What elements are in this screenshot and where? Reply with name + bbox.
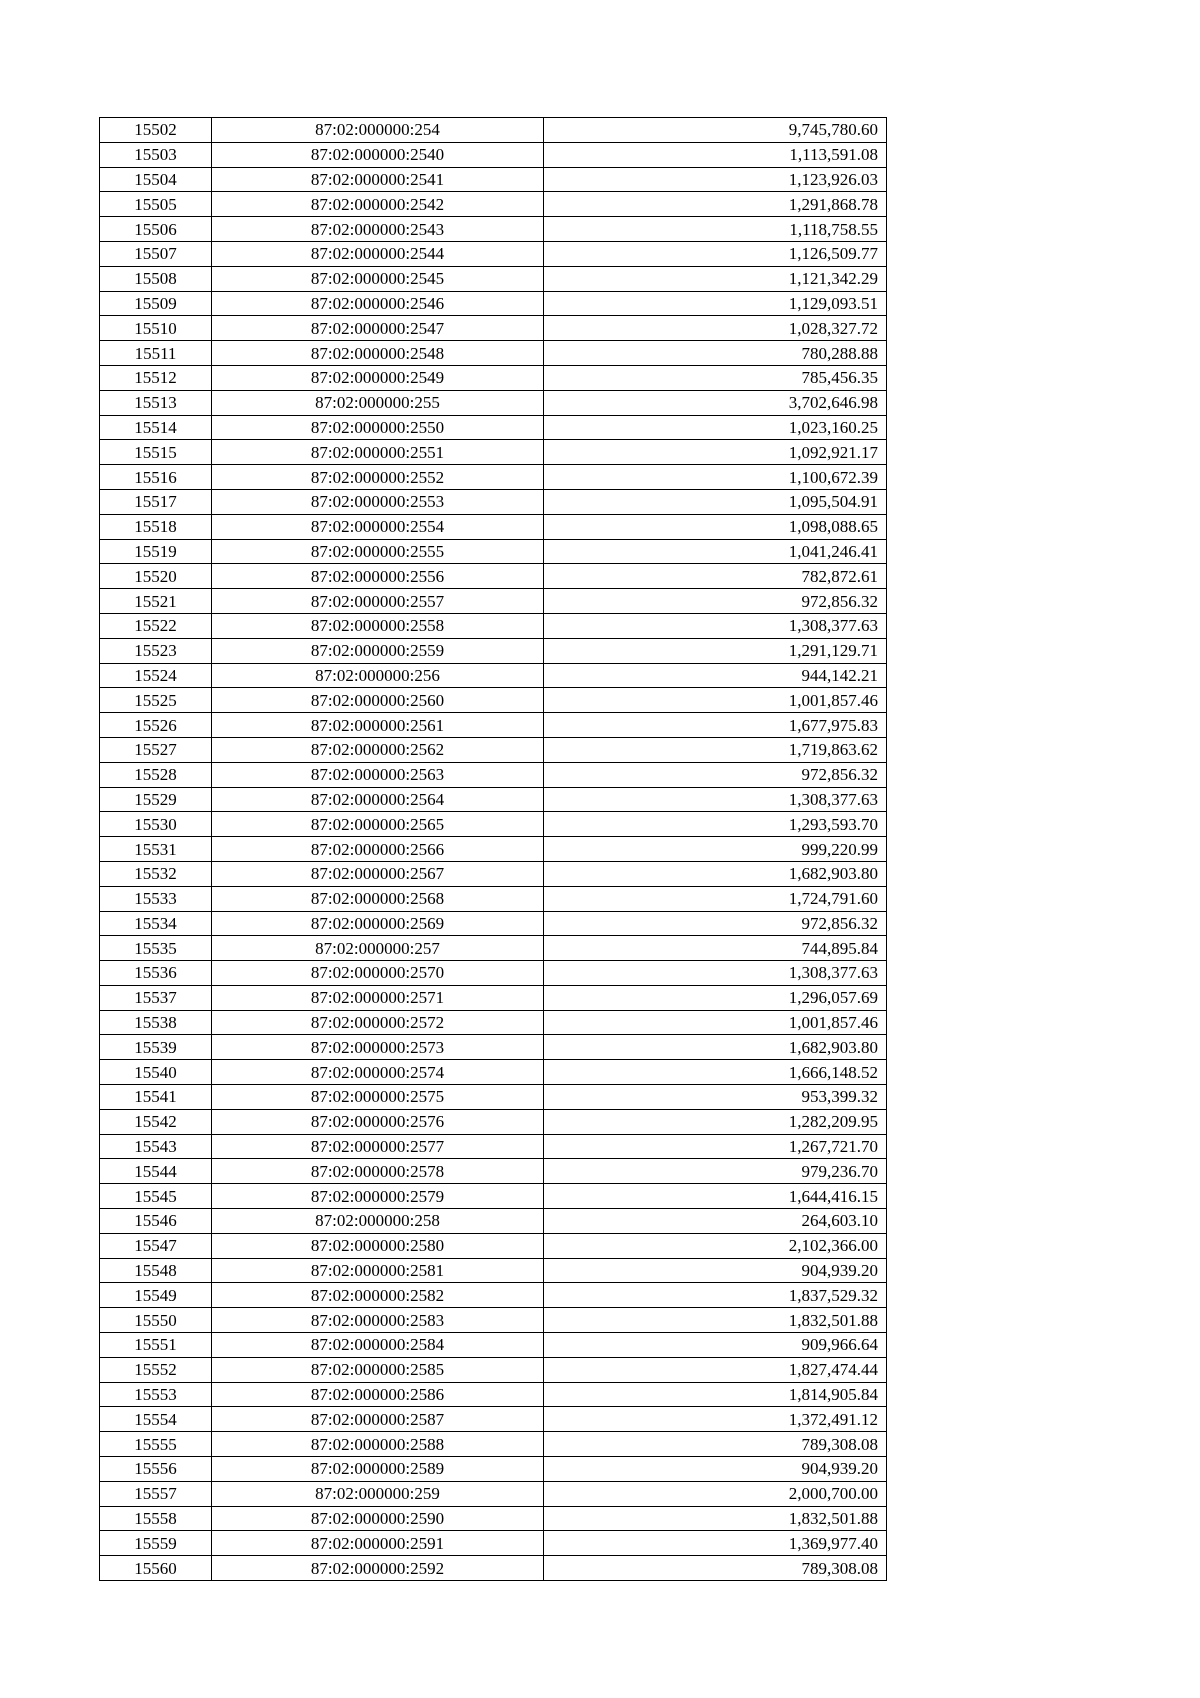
cadastral-value-cell: 1,001,857.46	[544, 1010, 887, 1035]
cadastral-value-cell: 972,856.32	[544, 911, 887, 936]
cadastral-value-cell: 953,399.32	[544, 1085, 887, 1110]
cadastral-number-cell: 87:02:000000:2582	[212, 1283, 544, 1308]
cadastral-value-cell: 1,308,377.63	[544, 613, 887, 638]
cadastral-number-cell: 87:02:000000:2579	[212, 1184, 544, 1209]
cadastral-value-cell: 1,121,342.29	[544, 266, 887, 291]
cadastral-number-cell: 87:02:000000:2545	[212, 266, 544, 291]
table-body	[100, 118, 887, 1581]
cadastral-value-cell: 1,001,857.46	[544, 688, 887, 713]
cadastral-number-cell: 87:02:000000:2574	[212, 1060, 544, 1085]
cadastral-number-cell: 87:02:000000:2541	[212, 167, 544, 192]
row-number-cell: 15509	[100, 291, 212, 316]
cadastral-number-cell: 87:02:000000:2553	[212, 489, 544, 514]
cadastral-value-cell: 744,895.84	[544, 936, 887, 961]
row-number-cell: 15510	[100, 316, 212, 341]
cadastral-number-cell: 87:02:000000:2567	[212, 861, 544, 886]
cadastral-value-cell: 2,000,700.00	[544, 1481, 887, 1506]
cadastral-value-cell: 909,966.64	[544, 1333, 887, 1358]
cadastral-value-cell: 904,939.20	[544, 1258, 887, 1283]
cadastral-number-cell: 87:02:000000:2540	[212, 142, 544, 167]
cadastral-number-cell: 87:02:000000:2581	[212, 1258, 544, 1283]
cadastral-number-cell: 87:02:000000:2580	[212, 1233, 544, 1258]
row-number-cell: 15521	[100, 589, 212, 614]
cadastral-number-cell: 87:02:000000:2563	[212, 762, 544, 787]
row-number-cell: 15545	[100, 1184, 212, 1209]
cadastral-number-cell: 87:02:000000:2572	[212, 1010, 544, 1035]
row-number-cell: 15549	[100, 1283, 212, 1308]
row-number-cell: 15527	[100, 737, 212, 762]
row-number-cell: 15536	[100, 961, 212, 986]
cadastral-value-cell: 1,682,903.80	[544, 1035, 887, 1060]
cadastral-value-cell: 1,837,529.32	[544, 1283, 887, 1308]
cadastral-value-cell: 1,308,377.63	[544, 787, 887, 812]
table-row	[100, 1035, 887, 1060]
cadastral-number-cell: 87:02:000000:2549	[212, 365, 544, 390]
cadastral-value-cell: 1,123,926.03	[544, 167, 887, 192]
cadastral-value-cell: 3,702,646.98	[544, 390, 887, 415]
cadastral-number-cell: 87:02:000000:2578	[212, 1159, 544, 1184]
table-row	[100, 1457, 887, 1482]
row-number-cell: 15543	[100, 1134, 212, 1159]
row-number-cell: 15551	[100, 1333, 212, 1358]
cadastral-number-cell: 87:02:000000:2555	[212, 539, 544, 564]
table-row	[100, 539, 887, 564]
cadastral-number-cell: 87:02:000000:2547	[212, 316, 544, 341]
cadastral-number-cell: 87:02:000000:2589	[212, 1457, 544, 1482]
cadastral-number-cell: 87:02:000000:2558	[212, 613, 544, 638]
row-number-cell: 15533	[100, 886, 212, 911]
cadastral-number-cell: 87:02:000000:258	[212, 1209, 544, 1234]
cadastral-value-cell: 1,832,501.88	[544, 1308, 887, 1333]
cadastral-number-cell: 87:02:000000:254	[212, 118, 544, 143]
table-row	[100, 1134, 887, 1159]
table-row	[100, 1209, 887, 1234]
cadastral-value-cell: 1,113,591.08	[544, 142, 887, 167]
cadastral-value-cell: 264,603.10	[544, 1209, 887, 1234]
row-number-cell: 15538	[100, 1010, 212, 1035]
table-row	[100, 911, 887, 936]
cadastral-value-cell: 1,308,377.63	[544, 961, 887, 986]
cadastral-number-cell: 87:02:000000:2568	[212, 886, 544, 911]
table-row	[100, 266, 887, 291]
row-number-cell: 15526	[100, 713, 212, 738]
table-row	[100, 589, 887, 614]
table-row	[100, 861, 887, 886]
row-number-cell: 15511	[100, 341, 212, 366]
cadastral-value-cell: 1,369,977.40	[544, 1531, 887, 1556]
cadastral-value-table	[99, 117, 887, 1581]
cadastral-value-cell: 1,126,509.77	[544, 241, 887, 266]
table-row	[100, 886, 887, 911]
cadastral-number-cell: 87:02:000000:2554	[212, 514, 544, 539]
cadastral-number-cell: 87:02:000000:2569	[212, 911, 544, 936]
cadastral-number-cell: 87:02:000000:2586	[212, 1382, 544, 1407]
table-row	[100, 638, 887, 663]
row-number-cell: 15553	[100, 1382, 212, 1407]
row-number-cell: 15546	[100, 1209, 212, 1234]
row-number-cell: 15540	[100, 1060, 212, 1085]
row-number-cell: 15505	[100, 192, 212, 217]
table-row	[100, 316, 887, 341]
row-number-cell: 15548	[100, 1258, 212, 1283]
cadastral-number-cell: 87:02:000000:2588	[212, 1432, 544, 1457]
row-number-cell: 15503	[100, 142, 212, 167]
table-row	[100, 1258, 887, 1283]
cadastral-number-cell: 87:02:000000:256	[212, 663, 544, 688]
cadastral-value-cell: 904,939.20	[544, 1457, 887, 1482]
table-row	[100, 688, 887, 713]
table-row	[100, 961, 887, 986]
table-row	[100, 291, 887, 316]
table-row	[100, 564, 887, 589]
cadastral-number-cell: 87:02:000000:2576	[212, 1109, 544, 1134]
cadastral-number-cell: 87:02:000000:2559	[212, 638, 544, 663]
cadastral-number-cell: 87:02:000000:259	[212, 1481, 544, 1506]
cadastral-number-cell: 87:02:000000:2573	[212, 1035, 544, 1060]
row-number-cell: 15541	[100, 1085, 212, 1110]
table-row	[100, 1233, 887, 1258]
cadastral-value-cell: 2,102,366.00	[544, 1233, 887, 1258]
cadastral-number-cell: 87:02:000000:2543	[212, 217, 544, 242]
cadastral-value-cell: 782,872.61	[544, 564, 887, 589]
row-number-cell: 15559	[100, 1531, 212, 1556]
cadastral-value-cell: 789,308.08	[544, 1556, 887, 1581]
table-row	[100, 514, 887, 539]
row-number-cell: 15513	[100, 390, 212, 415]
table-row	[100, 1085, 887, 1110]
cadastral-value-cell: 1,098,088.65	[544, 514, 887, 539]
table-row	[100, 142, 887, 167]
table-row	[100, 1060, 887, 1085]
table-row	[100, 787, 887, 812]
row-number-cell: 15506	[100, 217, 212, 242]
table-row	[100, 192, 887, 217]
table-row	[100, 1531, 887, 1556]
cadastral-number-cell: 87:02:000000:257	[212, 936, 544, 961]
cadastral-number-cell: 87:02:000000:2587	[212, 1407, 544, 1432]
row-number-cell: 15518	[100, 514, 212, 539]
table-row	[100, 118, 887, 143]
table-row	[100, 465, 887, 490]
cadastral-number-cell: 87:02:000000:2542	[212, 192, 544, 217]
table-row	[100, 1283, 887, 1308]
cadastral-value-cell: 1,644,416.15	[544, 1184, 887, 1209]
cadastral-value-cell: 1,296,057.69	[544, 985, 887, 1010]
cadastral-value-cell: 1,832,501.88	[544, 1506, 887, 1531]
cadastral-number-cell: 87:02:000000:2575	[212, 1085, 544, 1110]
cadastral-value-cell: 1,677,975.83	[544, 713, 887, 738]
row-number-cell: 15531	[100, 837, 212, 862]
cadastral-value-cell: 1,092,921.17	[544, 440, 887, 465]
cadastral-value-cell: 1,827,474.44	[544, 1357, 887, 1382]
cadastral-value-cell: 1,118,758.55	[544, 217, 887, 242]
cadastral-value-cell: 944,142.21	[544, 663, 887, 688]
table-row	[100, 1308, 887, 1333]
row-number-cell: 15552	[100, 1357, 212, 1382]
table-row	[100, 737, 887, 762]
table-row	[100, 1159, 887, 1184]
row-number-cell: 15507	[100, 241, 212, 266]
row-number-cell: 15512	[100, 365, 212, 390]
cadastral-value-cell: 785,456.35	[544, 365, 887, 390]
cadastral-number-cell: 87:02:000000:2570	[212, 961, 544, 986]
table-row	[100, 1382, 887, 1407]
row-number-cell: 15519	[100, 539, 212, 564]
cadastral-number-cell: 87:02:000000:2584	[212, 1333, 544, 1358]
row-number-cell: 15514	[100, 415, 212, 440]
table-row	[100, 365, 887, 390]
cadastral-value-cell: 1,719,863.62	[544, 737, 887, 762]
row-number-cell: 15542	[100, 1109, 212, 1134]
table-row	[100, 489, 887, 514]
table-row	[100, 1407, 887, 1432]
cadastral-value-cell: 1,372,491.12	[544, 1407, 887, 1432]
cadastral-value-cell: 1,291,868.78	[544, 192, 887, 217]
row-number-cell: 15524	[100, 663, 212, 688]
row-number-cell: 15504	[100, 167, 212, 192]
row-number-cell: 15517	[100, 489, 212, 514]
cadastral-value-cell: 1,682,903.80	[544, 861, 887, 886]
row-number-cell: 15502	[100, 118, 212, 143]
table-row	[100, 613, 887, 638]
row-number-cell: 15523	[100, 638, 212, 663]
table-row	[100, 663, 887, 688]
table-row	[100, 390, 887, 415]
cadastral-number-cell: 87:02:000000:2564	[212, 787, 544, 812]
row-number-cell: 15537	[100, 985, 212, 1010]
cadastral-value-cell: 780,288.88	[544, 341, 887, 366]
cadastral-number-cell: 87:02:000000:2557	[212, 589, 544, 614]
table-row	[100, 837, 887, 862]
row-number-cell: 15557	[100, 1481, 212, 1506]
cadastral-value-cell: 999,220.99	[544, 837, 887, 862]
row-number-cell: 15547	[100, 1233, 212, 1258]
row-number-cell: 15532	[100, 861, 212, 886]
table-row	[100, 1109, 887, 1134]
cadastral-number-cell: 87:02:000000:2548	[212, 341, 544, 366]
cadastral-value-cell: 972,856.32	[544, 762, 887, 787]
table-row	[100, 1333, 887, 1358]
row-number-cell: 15508	[100, 266, 212, 291]
cadastral-value-cell: 1,023,160.25	[544, 415, 887, 440]
table-row	[100, 440, 887, 465]
cadastral-value-cell: 1,095,504.91	[544, 489, 887, 514]
cadastral-number-cell: 87:02:000000:2556	[212, 564, 544, 589]
row-number-cell: 15522	[100, 613, 212, 638]
cadastral-number-cell: 87:02:000000:2571	[212, 985, 544, 1010]
table-row	[100, 1432, 887, 1457]
cadastral-number-cell: 87:02:000000:2585	[212, 1357, 544, 1382]
cadastral-number-cell: 87:02:000000:2551	[212, 440, 544, 465]
cadastral-value-cell: 1,100,672.39	[544, 465, 887, 490]
cadastral-value-cell: 1,129,093.51	[544, 291, 887, 316]
cadastral-number-cell: 87:02:000000:2590	[212, 1506, 544, 1531]
row-number-cell: 15544	[100, 1159, 212, 1184]
cadastral-number-cell: 87:02:000000:2552	[212, 465, 544, 490]
table-row	[100, 1357, 887, 1382]
row-number-cell: 15525	[100, 688, 212, 713]
table-row	[100, 415, 887, 440]
row-number-cell: 15528	[100, 762, 212, 787]
table-row	[100, 217, 887, 242]
cadastral-number-cell: 87:02:000000:2592	[212, 1556, 544, 1581]
table-row	[100, 1506, 887, 1531]
table-row	[100, 762, 887, 787]
cadastral-number-cell: 87:02:000000:2583	[212, 1308, 544, 1333]
cadastral-number-cell: 87:02:000000:2565	[212, 812, 544, 837]
cadastral-number-cell: 87:02:000000:2566	[212, 837, 544, 862]
table-row	[100, 1010, 887, 1035]
table-row	[100, 341, 887, 366]
cadastral-value-cell: 9,745,780.60	[544, 118, 887, 143]
row-number-cell: 15550	[100, 1308, 212, 1333]
cadastral-value-cell: 979,236.70	[544, 1159, 887, 1184]
row-number-cell: 15555	[100, 1432, 212, 1457]
row-number-cell: 15520	[100, 564, 212, 589]
cadastral-number-cell: 87:02:000000:255	[212, 390, 544, 415]
row-number-cell: 15556	[100, 1457, 212, 1482]
table-row	[100, 812, 887, 837]
row-number-cell: 15515	[100, 440, 212, 465]
cadastral-value-cell: 972,856.32	[544, 589, 887, 614]
cadastral-value-cell: 1,724,791.60	[544, 886, 887, 911]
cadastral-number-cell: 87:02:000000:2544	[212, 241, 544, 266]
table-row	[100, 936, 887, 961]
cadastral-number-cell: 87:02:000000:2560	[212, 688, 544, 713]
cadastral-value-cell: 1,666,148.52	[544, 1060, 887, 1085]
table-row	[100, 985, 887, 1010]
cadastral-value-cell: 1,282,209.95	[544, 1109, 887, 1134]
cadastral-number-cell: 87:02:000000:2562	[212, 737, 544, 762]
table-row	[100, 1184, 887, 1209]
row-number-cell: 15560	[100, 1556, 212, 1581]
cadastral-value-cell: 1,293,593.70	[544, 812, 887, 837]
cadastral-number-cell: 87:02:000000:2546	[212, 291, 544, 316]
table-row	[100, 713, 887, 738]
cadastral-number-cell: 87:02:000000:2591	[212, 1531, 544, 1556]
row-number-cell: 15529	[100, 787, 212, 812]
cadastral-value-cell: 789,308.08	[544, 1432, 887, 1457]
row-number-cell: 15530	[100, 812, 212, 837]
cadastral-number-cell: 87:02:000000:2561	[212, 713, 544, 738]
cadastral-value-cell: 1,267,721.70	[544, 1134, 887, 1159]
cadastral-value-cell: 1,814,905.84	[544, 1382, 887, 1407]
table-row	[100, 167, 887, 192]
table-row	[100, 241, 887, 266]
cadastral-number-cell: 87:02:000000:2577	[212, 1134, 544, 1159]
row-number-cell: 15554	[100, 1407, 212, 1432]
row-number-cell: 15539	[100, 1035, 212, 1060]
cadastral-value-cell: 1,291,129.71	[544, 638, 887, 663]
cadastral-value-cell: 1,028,327.72	[544, 316, 887, 341]
cadastral-value-cell: 1,041,246.41	[544, 539, 887, 564]
row-number-cell: 15558	[100, 1506, 212, 1531]
row-number-cell: 15535	[100, 936, 212, 961]
table-row	[100, 1556, 887, 1581]
table-row	[100, 1481, 887, 1506]
row-number-cell: 15516	[100, 465, 212, 490]
row-number-cell: 15534	[100, 911, 212, 936]
cadastral-number-cell: 87:02:000000:2550	[212, 415, 544, 440]
